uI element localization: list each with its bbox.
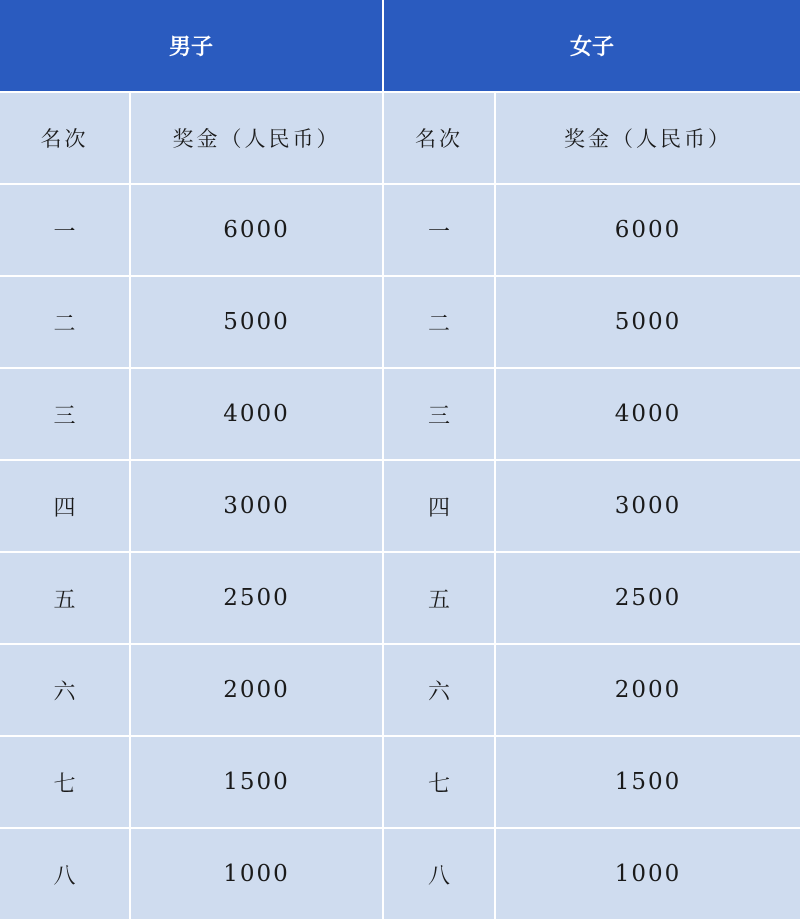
men-rank-cell: 五: [0, 552, 130, 644]
women-rank-cell: 三: [383, 368, 495, 460]
men-prize-cell: 1500: [130, 736, 383, 828]
women-rank-cell: 四: [383, 460, 495, 552]
table-row: [0, 828, 800, 920]
men-prize-cell: 1000: [130, 828, 383, 920]
men-rank-header: 名次: [0, 92, 130, 184]
women-prize-cell: 3000: [495, 460, 800, 552]
women-prize-cell: 2000: [495, 644, 800, 736]
women-prize-header: 奖金（人民币）: [495, 92, 800, 184]
women-rank-header: 名次: [383, 92, 495, 184]
table-row: [0, 644, 800, 736]
women-prize-cell: 1500: [495, 736, 800, 828]
women-prize-cell: 5000: [495, 276, 800, 368]
men-prize-cell: 4000: [130, 368, 383, 460]
women-rank-cell: 六: [383, 644, 495, 736]
women-group-header: 女子: [383, 0, 800, 92]
women-rank-cell: 五: [383, 552, 495, 644]
men-rank-cell: 七: [0, 736, 130, 828]
men-rank-cell: 四: [0, 460, 130, 552]
table-row: [0, 184, 800, 276]
men-prize-cell: 2500: [130, 552, 383, 644]
women-rank-cell: 八: [383, 828, 495, 920]
men-rank-cell: 三: [0, 368, 130, 460]
table-row: [0, 736, 800, 828]
women-prize-cell: 6000: [495, 184, 800, 276]
men-prize-cell: 2000: [130, 644, 383, 736]
women-rank-cell: 二: [383, 276, 495, 368]
table-row: [0, 276, 800, 368]
women-rank-cell: 一: [383, 184, 495, 276]
table-row: [0, 460, 800, 552]
column-header-row: [0, 92, 800, 184]
women-prize-cell: 4000: [495, 368, 800, 460]
table-row: [0, 368, 800, 460]
men-rank-cell: 八: [0, 828, 130, 920]
men-rank-cell: 二: [0, 276, 130, 368]
men-prize-cell: 3000: [130, 460, 383, 552]
women-prize-cell: 2500: [495, 552, 800, 644]
men-prize-cell: 6000: [130, 184, 383, 276]
men-rank-cell: 六: [0, 644, 130, 736]
men-rank-cell: 一: [0, 184, 130, 276]
women-prize-cell: 1000: [495, 828, 800, 920]
women-rank-cell: 七: [383, 736, 495, 828]
men-prize-cell: 5000: [130, 276, 383, 368]
table-row: [0, 552, 800, 644]
group-header-row: [0, 0, 800, 92]
men-group-header: 男子: [0, 0, 383, 92]
men-prize-header: 奖金（人民币）: [130, 92, 383, 184]
